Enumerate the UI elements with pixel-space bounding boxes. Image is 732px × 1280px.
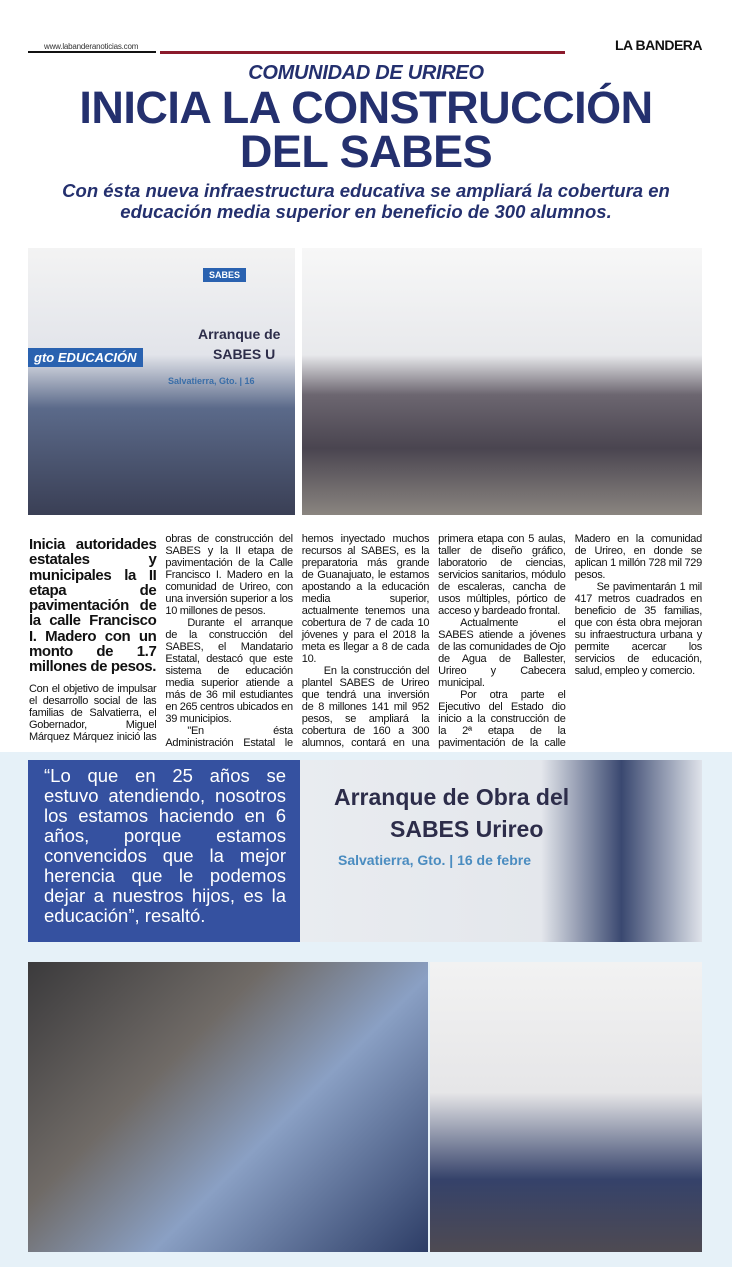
paragraph: Con el objetivo de impulsar el desarrollo social de las familias de Salvatierra, el Gobernador, Miguel Márquez Márquez inició las obras de construcción del SABES y la II etapa de pavimentación de la Calle Francisco I. Madero en la comunidad de Urireo, con una inversión superior a los 10 millones de pesos. <box>29 533 293 743</box>
divider <box>160 51 565 54</box>
divider <box>28 51 156 53</box>
kicker: COMUNIDAD DE URIREO <box>248 62 484 84</box>
headline-line: DEL SABES <box>239 126 493 177</box>
photo-text: gto EDUCACIÓN <box>28 348 143 367</box>
subheadline: Con ésta nueva infraestructura educativa se ampliará la cobertura en educación media superior en beneficio de 300 alumnos. <box>62 180 670 222</box>
photo-text: Arranque de <box>198 326 281 342</box>
photo-text: SABES Urireo <box>390 816 544 842</box>
paragraph: Actualmente el SABES atiende a jóvenes de las comunidades de Ojo de Agua de Ballester, Urireo y Cabecera municipal. <box>438 617 566 689</box>
headline-line: INICIA LA CONSTRUCCIÓN <box>79 82 653 133</box>
pull-quote: “Lo que en 25 años se estuvo atendiendo, nosotros los estamos haciendo en 6 años, porque estamos convencidos que la mejor herencia que le podemos dejar a nuestros hijos, es la educación”, resaltó. <box>28 760 300 942</box>
headline <box>0 82 732 177</box>
photo-handshake <box>28 962 428 1252</box>
paragraph: Se pavimentarán 1 mil 417 metros cuadrados en beneficio de 35 familias, que con ésta obra mejoran su infraestructura urbana y permite acercar los servicios de educación, salud, empleo y comercio. <box>574 581 702 677</box>
article-body <box>29 533 702 751</box>
paragraph: Por otra parte el Ejecutivo del Estado dio inicio a la construcción de la 2ª etapa de la pavimentación de la calle Madero en la comunidad de Urireo, en donde se aplican 1 millón 728 mil 729 pesos. <box>438 533 702 749</box>
photo-text: SABES <box>203 268 246 282</box>
photo-text: SABES U <box>213 346 276 362</box>
photo-text: Salvatierra, Gto. | 16 <box>168 376 255 386</box>
photo-speaker-podium <box>28 248 295 515</box>
lead-text: Inicia autoridades estatales y municipales la II etapa de pavimentación de la calle Francisco I. Madero con un monto de 1.7 millones de pesos. <box>29 536 157 676</box>
photo-speaker-banner <box>300 760 702 942</box>
paragraph: "En ésta Administración Estatal le hemos inyectado muchos recursos al SABES, es la preparatoria más grande de Guanajuato, le estamos apostando a la educación media superior, actualmente tenemos una cobertura de 7 de cada 10 jóvenes y para el 2018 la meta es llegar a 8 de cada 10. <box>165 533 430 749</box>
site-url[interactable]: www.labanderanoticias.com <box>44 42 139 51</box>
paragraph: En la construcción del plantel SABES de Urireo que tendrá una inversión de 8 millones 141 mil 952 pesos, se ampliará la cobertura de 160 a 300 alumnos, contará en una primera etapa con 5 aulas, taller de diseño gráfico, laboratorio de ciencias, servicios sanitarios, módulo de escaleras, cancha de usos múltiples, pórtico de acceso y bardeado frontal. <box>301 533 566 749</box>
logo: LA BANDERA <box>615 37 703 53</box>
photo-text: Arranque de Obra del <box>334 784 570 810</box>
photo-audience <box>302 248 702 515</box>
paragraph: Durante el arranque de la construcción del SABES, el Mandatario Estatal, destacó que este sistema de educación media superior atiende a más de 36 mil estudiantes en 265 centros ubicados en 39 municipios. <box>165 617 293 725</box>
photo-speaker-gesture <box>430 962 702 1252</box>
photo-text: Salvatierra, Gto. | 16 de febre <box>338 852 531 868</box>
